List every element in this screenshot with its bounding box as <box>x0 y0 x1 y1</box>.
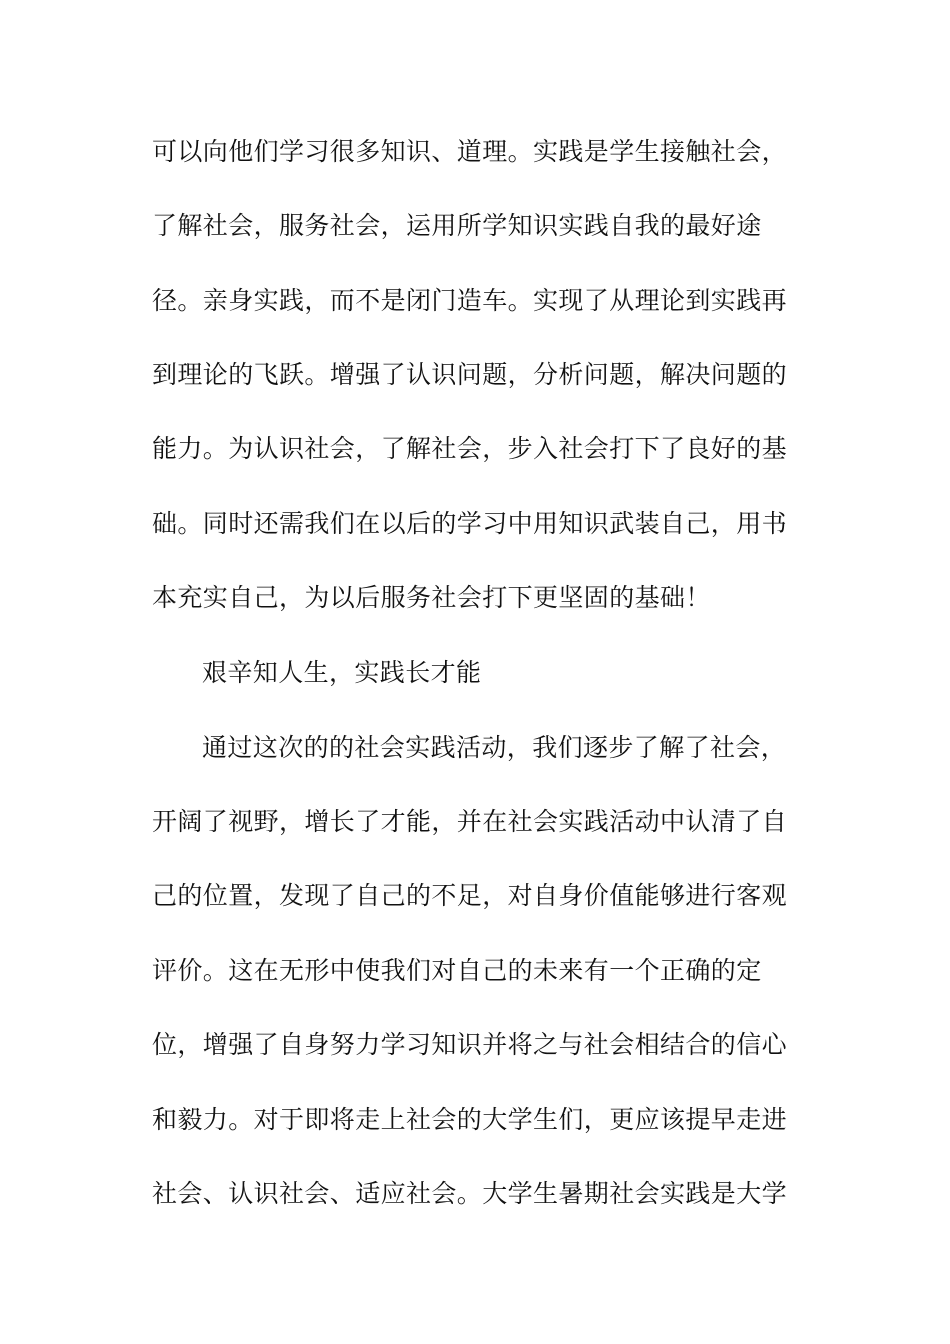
paragraph-line: 能力。为认识社会，了解社会，步入社会打下了良好的基 <box>152 434 788 463</box>
paragraph-line: 可以向他们学习很多知识、道理。实践是学生接触社会， <box>152 137 788 166</box>
paragraph-line: 通过这次的的社会实践活动，我们逐步了解了社会， <box>202 733 787 762</box>
paragraph-line: 己的位置，发现了自己的不足，对自身价值能够进行客观 <box>152 881 788 910</box>
paragraph-line: 开阔了视野，增长了才能，并在社会实践活动中认清了自 <box>152 807 788 836</box>
paragraph-line: 到理论的飞跃。增强了认识问题，分析问题，解决问题的 <box>152 360 788 389</box>
paragraph-line: 和毅力。对于即将走上社会的大学生们，更应该提早走进 <box>152 1105 788 1134</box>
paragraph-line: 位，增强了自身努力学习知识并将之与社会相结合的信心 <box>152 1030 788 1059</box>
paragraph-line: 本充实自己，为以后服务社会打下更坚固的基础！ <box>152 583 711 612</box>
paragraph-line: 径。亲身实践，而不是闭门造车。实现了从理论到实践再 <box>152 286 788 315</box>
paragraph-line: 了解社会，服务社会，运用所学知识实践自我的最好途 <box>152 211 762 240</box>
section-heading: 艰辛知人生，实践长才能 <box>202 658 482 687</box>
paragraph-line: 评价。这在无形中使我们对自己的未来有一个正确的定 <box>152 956 762 985</box>
paragraph-line: 社会、认识社会、适应社会。大学生暑期社会实践是大学 <box>152 1179 788 1208</box>
paragraph-line: 础。同时还需我们在以后的学习中用知识武装自己，用书 <box>152 509 788 538</box>
